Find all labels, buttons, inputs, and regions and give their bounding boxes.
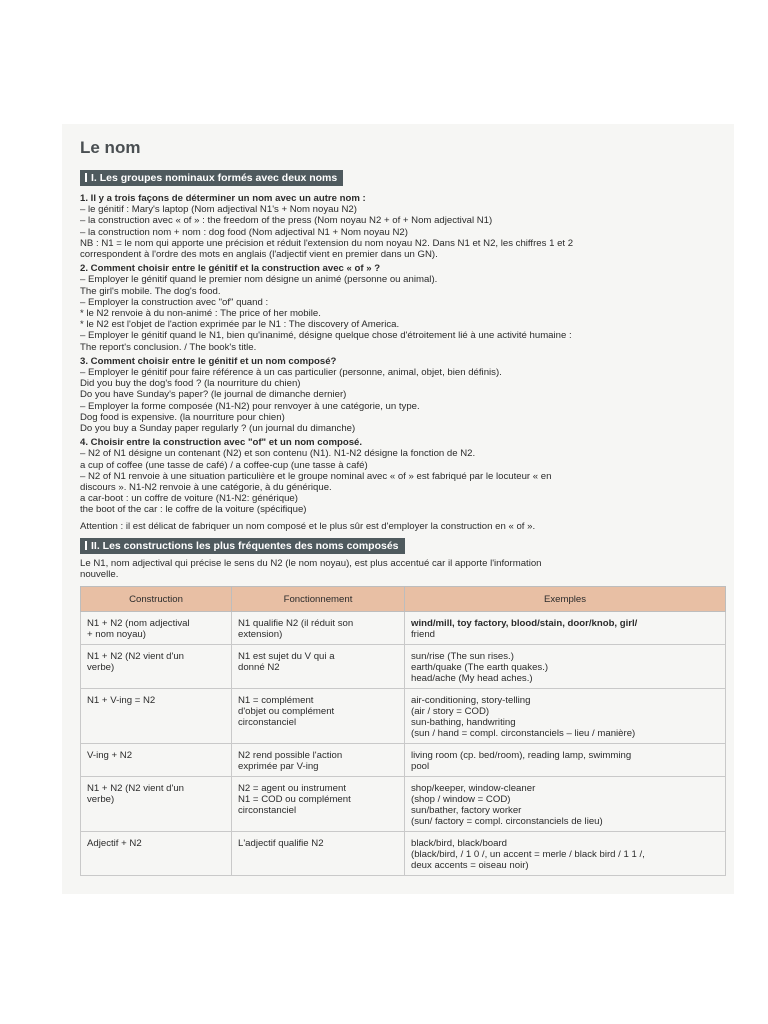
table-row [81, 645, 726, 689]
table-cell-fonctionnement [232, 744, 405, 777]
cell-line: deux accents = oiseau noir) [411, 860, 529, 872]
attention-note: Attention : il est délicat de fabriquer un nom composé et le plus sûr est d'employer la construction en « of ». [80, 520, 536, 532]
compound-nouns-table [80, 586, 726, 876]
cell-line: head/ache (My head aches.) [411, 673, 533, 685]
question-2-line: The report's conclusion. / The book's title. [80, 341, 257, 353]
question-3-line: Did you buy the dog's food ? (la nourriture du chien) [80, 378, 301, 390]
cell-line: sun/rise (The sun rises.) [411, 651, 514, 663]
question-4-line: – N2 of N1 désigne un contenant (N2) et son contenu (N1). N1-N2 désigne la fonction de N2. [80, 448, 476, 460]
question-2-line: – Employer la construction avec "of" quand : [80, 296, 269, 308]
table-row [81, 744, 726, 777]
cell-line: Adjectif + N2 [87, 838, 142, 850]
question-3-line: Do you have Sunday's paper? (le journal de dimanche dernier) [80, 389, 347, 401]
cell-line: N2 rend possible l'action [238, 750, 343, 762]
cell-line: circonstanciel [238, 717, 297, 729]
section-2-heading [80, 538, 405, 554]
section-2-heading-text: II. Les constructions les plus fréquentes des noms composés [91, 539, 399, 552]
table-header-exemples: Exemples [405, 587, 726, 612]
cell-line: N1 + N2 (N2 vient d'un [87, 783, 185, 795]
table-header-construction: Construction [81, 587, 232, 612]
cell-line: friend [411, 629, 435, 641]
table-cell-exemples [405, 832, 726, 876]
cell-line: exprimée par V-ing [238, 761, 319, 773]
table-cell-exemples [405, 612, 726, 645]
table-cell-exemples [405, 689, 726, 744]
question-4-line: a car-boot : un coffre de voiture (N1-N2: générique) [80, 493, 298, 505]
question-1-line: – le génitif : Mary's laptop (Nom adjectival N1's + Nom noyau N2) [80, 204, 357, 216]
cell-line: (sun / hand = compl. circonstanciels – lieu / manière) [411, 728, 636, 740]
cell-line: black/bird, black/board [411, 838, 507, 850]
question-2-line: The girl's mobile. The dog's food. [80, 285, 221, 297]
cell-line: N2 = agent ou instrument [238, 783, 346, 795]
cell-line: pool [411, 761, 430, 773]
table-header-fonctionnement: Fonctionnement [232, 587, 405, 612]
table-cell-construction [81, 777, 232, 832]
table-row [81, 689, 726, 744]
question-3 [80, 356, 730, 434]
cell-line: N1 est sujet du V qui a [238, 651, 335, 663]
question-2-line: – Employer le génitif quand le N1, bien qu'inanimé, désigne quelque chose d'étroitement lié à une activité humaine : [80, 330, 572, 342]
cell-line: N1 = COD ou complément [238, 794, 351, 806]
question-2-line: * le N2 renvoie à du non-animé : The price of her mobile. [80, 308, 321, 320]
question-2 [80, 263, 730, 353]
cell-line: (sun/ factory = compl. circonstanciels de lieu) [411, 816, 603, 828]
table-row [81, 612, 726, 645]
cell-line: shop/keeper, window-cleaner [411, 783, 536, 795]
page-title: Le nom [80, 138, 141, 157]
question-1-line: NB : N1 = le nom qui apporte une précision et réduit l'extension du nom noyau N2. Dans N1 et N2, les chiffres 1 et 2 [80, 237, 574, 249]
cell-line: N1 qualifie N2 (il réduit son [238, 618, 354, 630]
question-2-line: * le N2 est l'objet de l'action exprimée par le N1 : The discovery of America. [80, 319, 400, 331]
cell-line: N1 + V-ing = N2 [87, 695, 156, 707]
question-2-title: 2. Comment choisir entre le génitif et la construction avec « of » ? [80, 263, 381, 275]
heading-bar-icon [85, 173, 87, 182]
table-header-row [81, 587, 726, 612]
cell-line: wind/mill, toy factory, blood/stain, door/knob, girl/ [411, 618, 638, 630]
section-2-intro: Le N1, nom adjectival qui précise le sens du N2 (le nom noyau), est plus accentué car il apporte l'information [80, 557, 542, 569]
question-3-line: – Employer le génitif pour faire référence à un cas particulier (personne, animal, objet, bien définis). [80, 367, 502, 379]
cell-line: d'objet ou complément [238, 706, 335, 718]
question-3-line: – Employer la forme composée (N1-N2) pour renvoyer à une catégorie, un type. [80, 400, 420, 412]
table-cell-construction [81, 612, 232, 645]
question-4-title: 4. Choisir entre la construction avec "of" et un nom composé. [80, 437, 363, 449]
section-1-heading-text: I. Les groupes nominaux formés avec deux noms [91, 172, 338, 184]
question-4-line: – N2 of N1 renvoie à une situation particulière et le groupe nominal avec « of » est fabriqué par le locuteur « en [80, 470, 552, 482]
table-cell-fonctionnement [232, 645, 405, 689]
table-cell-fonctionnement [232, 832, 405, 876]
question-4-line: discours ». N1-N2 renvoie à une catégorie, à du générique. [80, 482, 332, 494]
cell-line: L'adjectif qualifie N2 [238, 838, 324, 850]
question-1 [80, 193, 730, 260]
table-row [81, 832, 726, 876]
table-cell-exemples [405, 744, 726, 777]
cell-line: sun/bather, factory worker [411, 805, 522, 817]
cell-line: verbe) [87, 794, 115, 806]
cell-line: (air / story = COD) [411, 706, 490, 718]
table-cell-fonctionnement [232, 612, 405, 645]
section-2-intro: nouvelle. [80, 569, 119, 581]
cell-line: sun-bathing, handwriting [411, 717, 516, 729]
cell-line: + nom noyau) [87, 629, 146, 641]
question-1-line: – la construction avec « of » : the freedom of the press (Nom noyau N2 + of + Nom adjectival N1) [80, 215, 493, 227]
cell-line: V-ing + N2 [87, 750, 133, 762]
table-cell-construction [81, 689, 232, 744]
question-3-line: Do you buy a Sunday paper regularly ? (un journal du dimanche) [80, 423, 356, 435]
question-4-line: the boot of the car : le coffre de la voiture (spécifique) [80, 504, 307, 516]
cell-line: verbe) [87, 662, 115, 674]
table-cell-exemples [405, 777, 726, 832]
section-1-heading [80, 170, 343, 186]
question-4 [80, 437, 730, 515]
cell-line: (black/bird, / 1 0 /, un accent = merle / black bird / 1 1 /, [411, 849, 645, 861]
cell-line: circonstanciel [238, 805, 297, 817]
heading-bar-icon [85, 541, 87, 550]
cell-line: donné N2 [238, 662, 280, 674]
cell-line: N1 = complément [238, 695, 314, 707]
cell-line: air-conditioning, story-telling [411, 695, 531, 707]
question-2-line: – Employer le génitif quand le premier nom désigne un animé (personne ou animal). [80, 274, 438, 286]
table-cell-construction [81, 832, 232, 876]
document-content [80, 138, 730, 876]
table-cell-construction [81, 645, 232, 689]
table-cell-fonctionnement [232, 777, 405, 832]
cell-line: living room (cp. bed/room), reading lamp, swimming [411, 750, 632, 762]
question-3-line: Dog food is expensive. (la nourriture pour chien) [80, 411, 285, 423]
cell-line: (shop / window = COD) [411, 794, 511, 806]
question-1-title: 1. Il y a trois façons de déterminer un nom avec un autre nom : [80, 193, 366, 204]
question-4-line: a cup of coffee (une tasse de café) / a coffee-cup (une tasse à café) [80, 459, 368, 471]
table-cell-exemples [405, 645, 726, 689]
table-cell-fonctionnement [232, 689, 405, 744]
question-1-line: correspondent à l'ordre des mots en anglais (l'adjectif vient en premier dans un GN). [80, 249, 438, 261]
question-1-line: – la construction nom + nom : dog food (Nom adjectival N1 + Nom noyau N2) [80, 226, 408, 238]
table-row [81, 777, 726, 832]
cell-line: N1 + N2 (nom adjectival [87, 618, 190, 630]
cell-line: earth/quake (The earth quakes.) [411, 662, 549, 674]
cell-line: N1 + N2 (N2 vient d'un [87, 651, 185, 663]
table-cell-construction [81, 744, 232, 777]
cell-line: extension) [238, 629, 283, 641]
question-3-title: 3. Comment choisir entre le génitif et un nom composé? [80, 355, 337, 367]
